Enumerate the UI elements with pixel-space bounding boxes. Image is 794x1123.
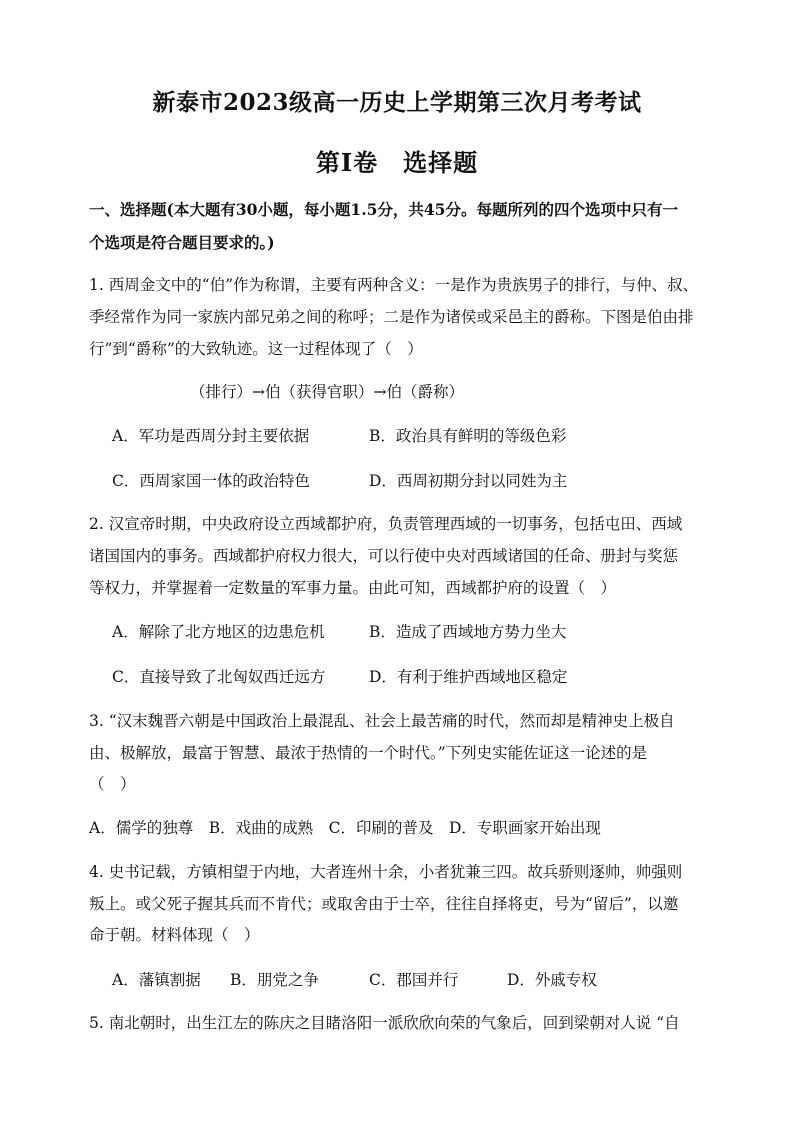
q5-stem-line-1: 5. 南北朝时，出生江左的陈庆之目睹洛阳一派欣欣向荣的气象后，回到梁朝对人说 “自 [89,1014,680,1032]
q3-stem-line-3: （ ） [89,775,136,793]
q4-stem-line-2: 叛上。或父死子握其兵而不肯代；或取舍由于士卒，往往自择将吏，号为“留后”，以邀 [89,895,679,913]
q2-stem-line-2: 诸国国内的事务。西域都护府权力很大，可以行使中央对西域诸国的任命、册封与奖惩 [89,547,679,565]
instructions-line-1: 一、选择题(本大题有30小题，每小题1.5分，共45分。每题所列的四个选项中只有一 [89,200,678,219]
q1-flow-diagram: （排行）→伯（获得官职）→伯（爵称） [190,383,464,401]
q1-option-c: C．西周家国一体的政治特色 [112,472,310,490]
q3-options: A．儒学的独尊 B．戏曲的成熟 C．印刷的普及 D．专职画家开始出现 [89,819,601,837]
exam-title: 新泰市2023级高一历史上学期第三次月考考试 [152,89,642,116]
q4-option-a: A．藩镇割据 [112,971,201,989]
section-title: 第Ⅰ卷 选择题 [315,148,479,177]
q1-option-b: B．政治具有鲜明的等级色彩 [369,427,567,445]
q2-option-c: C．直接导致了北匈奴西迁远方 [112,668,326,686]
q1-stem-line-1: 1. 西周金文中的“伯”作为称谓，主要有两种含义：一是作为贵族男子的排行，与仲、叔、 [89,276,699,294]
q4-option-c: C．郡国并行 [369,971,459,989]
q4-option-d: D．外戚专权 [507,971,597,989]
q2-option-b: B．造成了西域地方势力坐大 [369,623,567,641]
q2-option-a: A．解除了北方地区的边患危机 [112,623,325,641]
q1-stem-line-2: 季经常作为同一家族内部兄弟之间的称呼；二是作为诸侯或采邑主的爵称。下图是伯由排 [89,308,694,326]
q2-stem-line-3: 等权力，并掌握着一定数量的军事力量。由此可知，西域都护府的设置（ ） [89,579,617,597]
q3-stem-line-2: 由、极解放，最富于智慧、最浓于热情的一个时代。”下列史实能佐证这一论述的是 [89,744,648,762]
q2-option-d: D．有利于维护西域地区稳定 [369,668,568,686]
q3-stem-line-1: 3. “汉末魏晋六朝是中国政治上最混乱、社会上最苦痛的时代，然而却是精神史上极自 [89,712,675,730]
q4-stem-line-3: 命于朝。材料体现（ ） [89,926,260,944]
q4-option-b: B．朋党之争 [230,971,319,989]
instructions-line-2: 个选项是符合题目要求的。) [89,233,275,252]
q4-stem-line-1: 4. 史书记载，方镇相望于内地，大者连州十余，小者犹兼三四。故兵骄则逐帅，帅强则 [89,863,683,881]
q2-stem-line-1: 2. 汉宣帝时期，中央政府设立西域都护府，负责管理西域的一切事务，包括屯田、西域 [89,515,683,533]
q1-stem-line-3: 行”到“爵称”的大致轨迹。这一过程体现了（ ） [89,340,423,358]
q1-option-a: A．军功是西周分封主要依据 [112,427,310,445]
q1-option-d: D．西周初期分封以同姓为主 [369,472,568,490]
